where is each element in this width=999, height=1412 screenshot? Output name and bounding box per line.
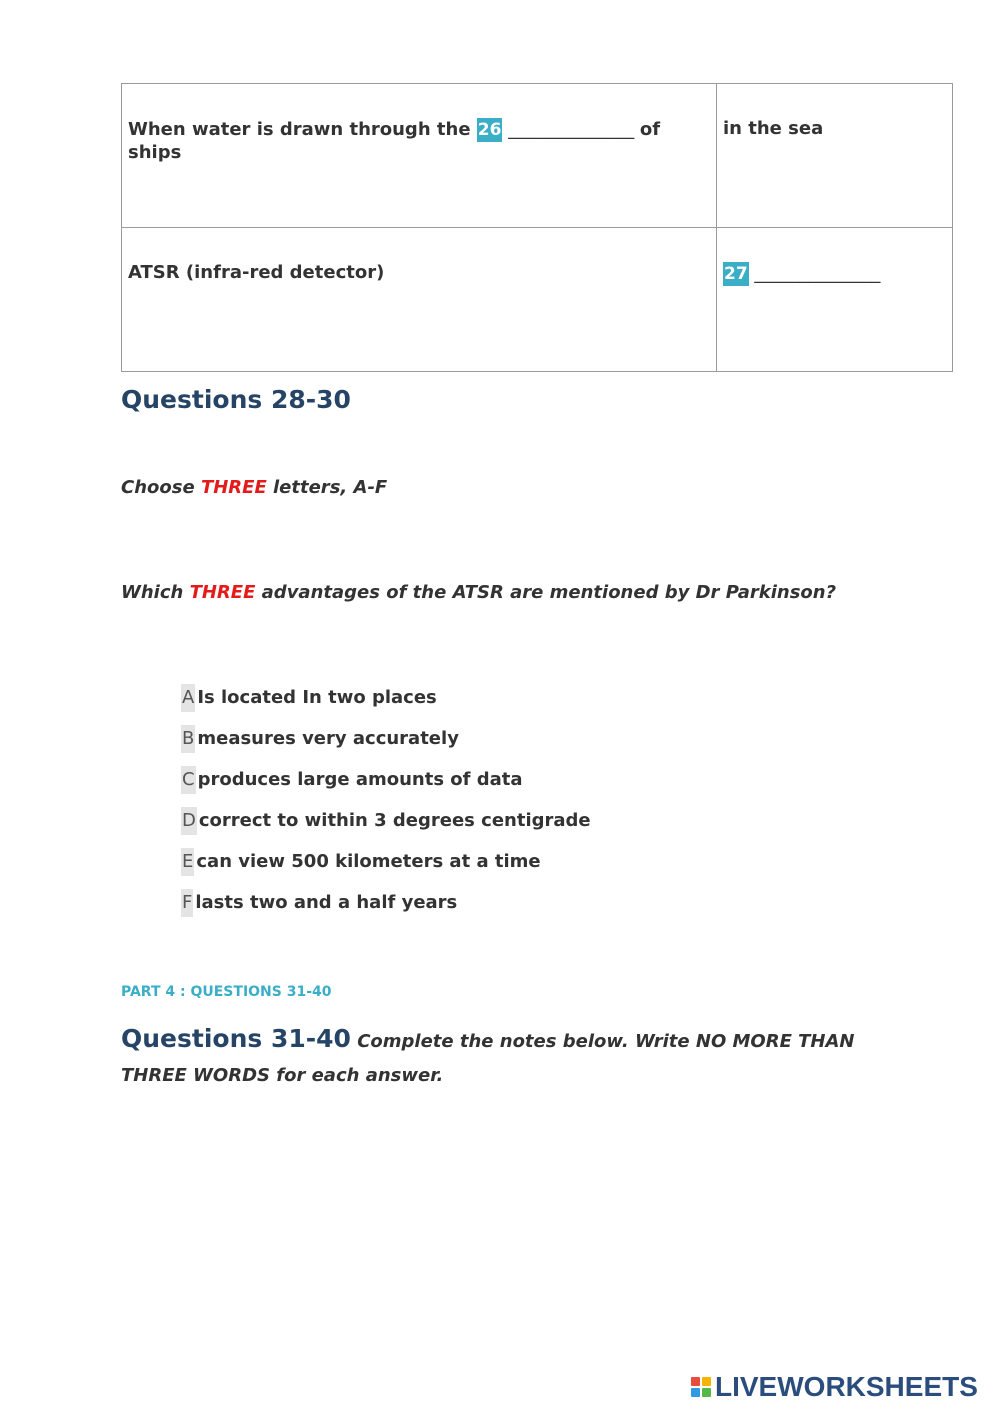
option-letter[interactable]: B: [181, 725, 195, 753]
row-text: in the sea: [723, 118, 824, 139]
table-cell: [122, 84, 717, 228]
option-letter[interactable]: E: [181, 848, 194, 876]
option-letter[interactable]: D: [181, 807, 197, 835]
question-number-badge: 26: [477, 120, 502, 140]
answer-blank-27[interactable]: ______________: [748, 263, 881, 284]
option-a[interactable]: [181, 684, 591, 725]
option-text: correct to within 3 degrees centigrade: [198, 810, 591, 831]
instruction-emphasis: THREE: [189, 582, 256, 603]
question-number-badge: 27: [724, 264, 748, 284]
section-heading: Questions 31-40: [121, 1024, 351, 1053]
table-cell: [717, 228, 953, 372]
section-heading: Questions 28-30: [121, 385, 351, 414]
option-text: can view 500 kilometers at a time: [196, 851, 541, 872]
option-d[interactable]: [181, 807, 591, 848]
table-row: [122, 228, 953, 372]
option-letter[interactable]: F: [181, 889, 193, 917]
part-label: PART 4 : QUESTIONS 31-40: [121, 984, 332, 1000]
option-c[interactable]: [181, 766, 591, 807]
option-text: measures very accurately: [197, 728, 459, 749]
option-text: Is located In two places: [197, 687, 437, 708]
option-f[interactable]: [181, 889, 591, 930]
questions-31-40-block: [121, 1022, 911, 1093]
option-text: produces large amounts of data: [197, 769, 523, 790]
table-row: [122, 84, 953, 228]
logo-text: LIVEWORKSHEETS: [715, 1371, 978, 1402]
instruction-choose: [121, 477, 387, 498]
row-text: of ships: [128, 119, 661, 163]
instruction-emphasis: NO MORE THAN THREE WORDS: [121, 1031, 855, 1086]
table-cell: [122, 228, 717, 372]
instruction-emphasis: THREE: [200, 477, 267, 498]
instruction-text: Complete the notes below. Write: [350, 1031, 696, 1052]
answer-blank-26[interactable]: ______________: [502, 119, 640, 140]
option-letter[interactable]: C: [181, 766, 196, 794]
instruction-text: advantages of the ATSR are mentioned by Dr Parkinson?: [255, 582, 837, 603]
instruction-text: Choose: [121, 477, 201, 498]
table-cell: [717, 84, 953, 228]
instruction-text: for each answer.: [269, 1065, 444, 1086]
instruction-question: [121, 582, 836, 603]
instruction-text: letters, A-F: [266, 477, 388, 498]
option-text: lasts two and a half years: [195, 892, 458, 913]
notes-table: [121, 83, 953, 372]
option-letter[interactable]: A: [181, 684, 195, 712]
row-text: When water is drawn through the: [128, 119, 477, 140]
liveworksheets-logo: [691, 1372, 978, 1402]
option-e[interactable]: [181, 848, 591, 889]
option-b[interactable]: [181, 725, 591, 766]
instruction-text: Which: [121, 582, 190, 603]
options-list: [181, 684, 591, 930]
row-text: ATSR (infra-red detector): [128, 262, 385, 283]
liveworksheets-logo-icon: [691, 1377, 711, 1397]
